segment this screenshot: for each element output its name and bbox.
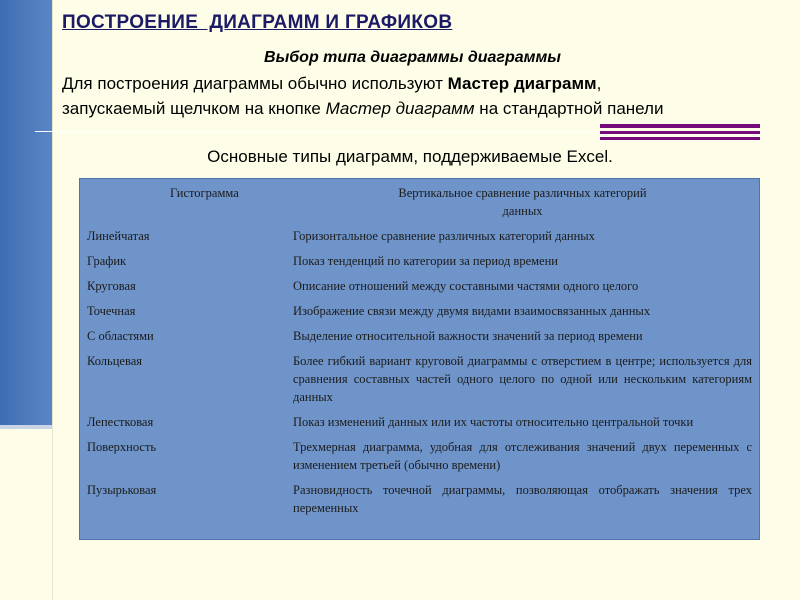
chart-type-name: График [87,254,127,268]
side-bar-shadow [0,425,52,429]
table-row [80,298,759,323]
chart-type-description: Выделение относительной важности значений за период времени [293,329,643,343]
chart-wizard-italic: Мастер диаграмм [325,99,475,118]
vertical-divider [52,0,53,600]
header-name: Гистограмма [170,186,239,200]
chart-type-name: С областями [87,329,154,343]
chart-type-name: Круговая [87,279,136,293]
header-desc-line-2: данных [502,204,543,218]
chart-type-description: Трехмерная диаграмма, удобная для отслеживания значений двух переменных с изменением третьей (обычно времени) [293,440,752,472]
chart-type-description: Более гибкий вариант круговой диаграммы с отверстием в центре; используется для сравнения составных частей одного целого по одной или нескольким категориям данных [293,354,752,404]
horizontal-divider [35,131,595,132]
table-header-row [80,179,759,223]
chart-type-name: Точечная [87,304,136,318]
table-row [80,477,759,520]
slide-title: ПОСТРОЕНИЕ ДИАГРАММ И ГРАФИКОВ [62,12,453,33]
table-row [80,223,759,248]
chart-types-table [79,178,760,540]
chart-type-name: Пузырьковая [87,483,157,497]
table-row [80,348,759,409]
chart-type-name: Кольцевая [87,354,143,368]
chart-type-description: Описание отношений между составными частями одного целого [293,279,639,293]
chart-type-description: Показ изменений данных или их частоты относительно центральной точки [293,415,694,429]
chart-type-name: Лепестковая [87,415,154,429]
chart-type-name: Поверхность [87,440,157,454]
chart-wizard-bold: Мастер диаграмм [447,74,597,93]
table-row [80,273,759,298]
table-row [80,248,759,273]
table-row [80,434,759,477]
chart-type-description: Изображение связи между двумя видами взаимосвязанных данных [293,304,651,318]
slide-subtitle: Выбор типа диаграммы диаграммы [264,49,561,66]
chart-type-description: Показ тенденций по категории за период времени [293,254,558,268]
table-row [80,409,759,434]
table-row [80,323,759,348]
intro-paragraph [62,71,782,121]
intro-line-1: Для построения диаграммы обычно используют Мастер диаграмм, [62,74,602,93]
intro-line-2: запускаемый щелчком на кнопке Мастер диаграмм на стандартной панели [62,99,664,118]
accent-stripes [600,124,760,140]
chart-type-description: Горизонтальное сравнение различных категорий данных [293,229,595,243]
chart-type-description: Разновидность точечной диаграммы, позволяющая отображать значения трех переменных [293,483,752,515]
chart-types-heading: Основные типы диаграмм, поддерживаемые Excel. [207,147,613,166]
header-desc-line-1: Вертикальное сравнение различных категорий [398,186,647,200]
chart-type-name: Линейчатая [87,229,150,243]
